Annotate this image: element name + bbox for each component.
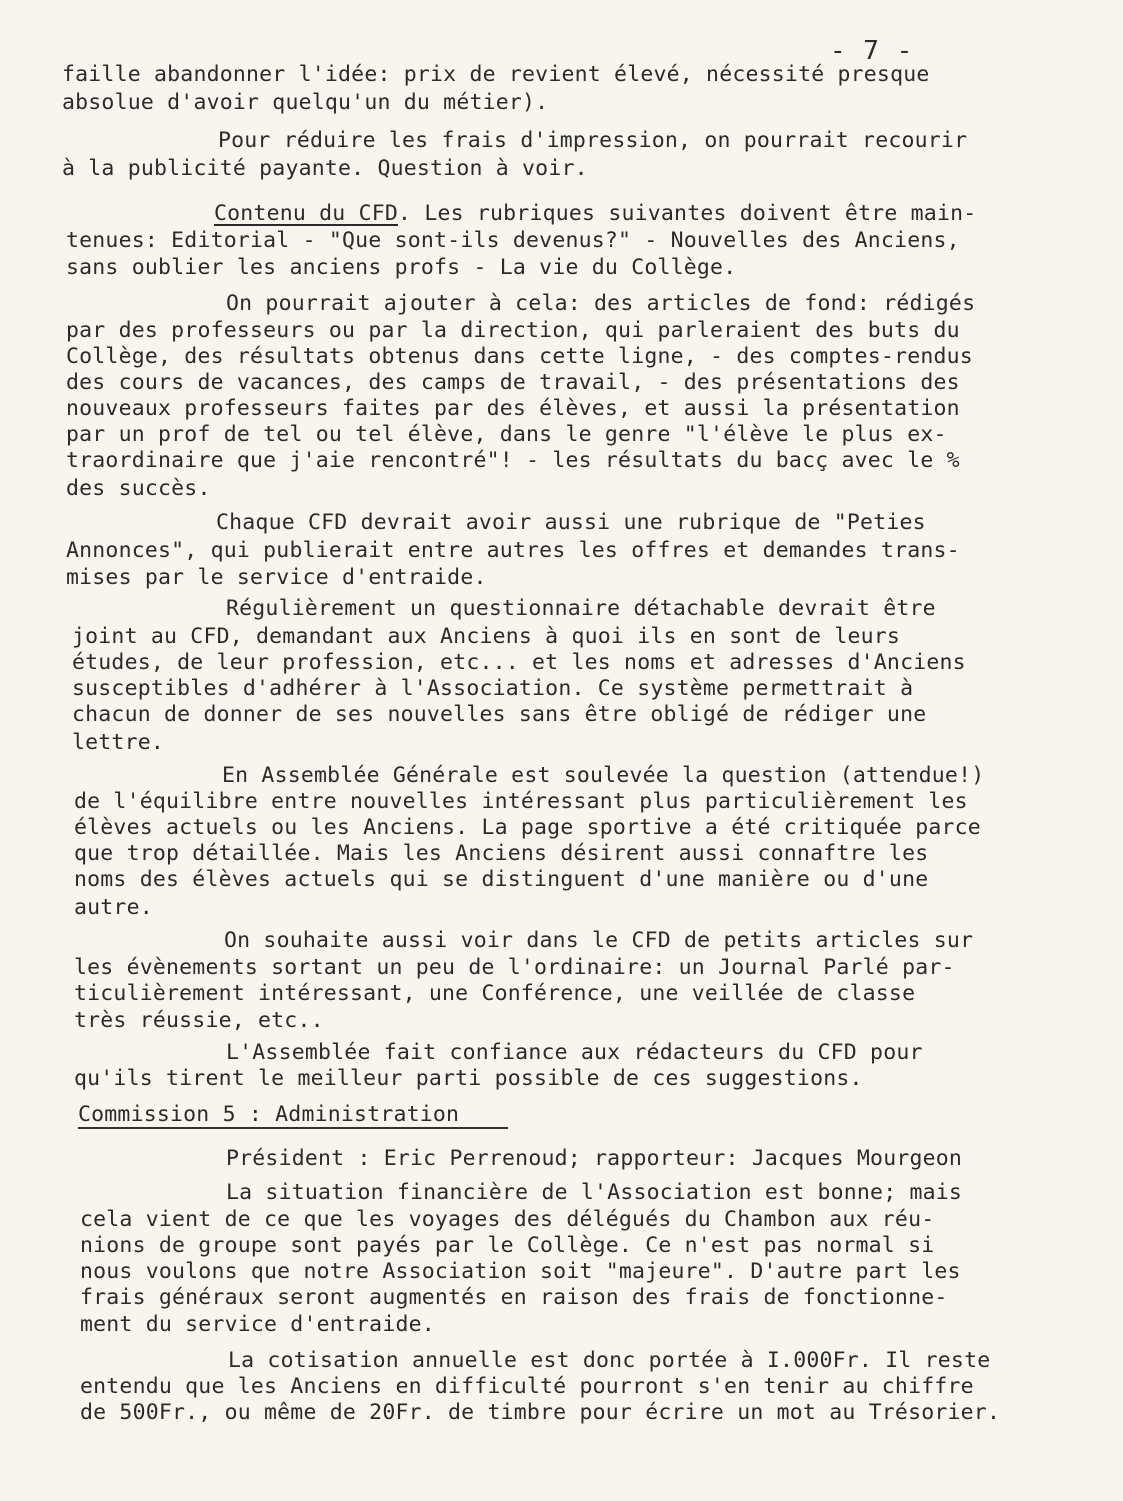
text-line: des succès. [66, 476, 211, 501]
text-line: susceptibles d'adhérer à l'Association. Ce système permettrait à [72, 676, 914, 701]
text-line: Contenu du CFD. Les rubriques suivantes doivent être main- [214, 201, 977, 226]
text-line: nouveaux professeurs faites par des élèves, et aussi la présentation [66, 396, 960, 421]
text-line: entendu que les Anciens en difficulté pourront s'en tenir au chiffre [80, 1374, 974, 1399]
text-line: Président : Eric Perrenoud; rapporteur: Jacques Mourgeon [226, 1146, 963, 1171]
text-line: lettre. [72, 730, 165, 755]
text-line: Chaque CFD devrait avoir aussi une rubrique de "Peties [216, 510, 926, 535]
text-line: très réussie, etc.. [74, 1008, 324, 1033]
text-line: sans oublier les anciens profs - La vie du Collège. [66, 255, 737, 280]
text-line: tenues: Editorial - "Que sont-ils devenus?" - Nouvelles des Anciens, [66, 228, 960, 253]
text-line: études, de leur profession, etc... et les noms et adresses d'Anciens [72, 650, 966, 675]
text-line: On souhaite aussi voir dans le CFD de petits articles sur [224, 928, 974, 953]
page-number: - 7 - [830, 36, 914, 66]
text-line: nions de groupe sont payés par le Collège. Ce n'est pas normal si [80, 1233, 935, 1258]
text-line: à la publicité payante. Question à voir. [62, 156, 588, 181]
text-line: La situation financière de l'Association est bonne; mais [226, 1180, 963, 1205]
text-line: Collège, des résultats obtenus dans cette ligne, - des comptes-rendus [66, 344, 973, 369]
text-line: ticulièrement intéressant, une Conférence, une veillée de classe [74, 981, 916, 1006]
text-line: autre. [74, 895, 153, 920]
text-line: On pourrait ajouter à cela: des articles de fond: rédigés [226, 291, 976, 316]
text-line: élèves actuels ou les Anciens. La page sportive a été critiquée parce [74, 815, 981, 840]
text-line: de l'équilibre entre nouvelles intéressant plus particulièrement les [74, 789, 968, 814]
text-line: absolue d'avoir quelqu'un du métier). [62, 90, 549, 115]
section-title-underline [78, 1127, 508, 1129]
text-line: des cours de vacances, des camps de travail, - des présentations des [66, 370, 960, 395]
text-line: ment du service d'entraide. [80, 1312, 435, 1337]
text-line: que trop détaillée. Mais les Anciens désirent aussi connaftre les [74, 841, 929, 866]
text-line: mises par le service d'entraide. [66, 565, 487, 590]
text-line: traordinaire que j'aie rencontré"! - les résultats du bacç avec le % [66, 448, 960, 473]
text-line: par des professeurs ou par la direction, qui parleraient des buts du [66, 318, 960, 343]
text-line: Pour réduire les frais d'impression, on pourrait recourir [218, 128, 968, 153]
text-line: noms des élèves actuels qui se distinguent d'une manière ou d'une [74, 867, 929, 892]
text-line: qu'ils tirent le meilleur parti possible de ces suggestions. [74, 1066, 863, 1091]
text-line: cela vient de ce que les voyages des délégués du Chambon aux réu- [80, 1207, 935, 1232]
text-line: En Assemblée Générale est soulevée la question (attendue!) [222, 763, 985, 788]
text-line: La cotisation annuelle est donc portée à I.000Fr. Il reste [228, 1348, 991, 1373]
text-line: de 500Fr., ou même de 20Fr. de timbre pour écrire un mot au Trésorier. [80, 1400, 1001, 1425]
text-line: frais généraux seront augmentés en raison des frais de fonctionne- [80, 1285, 948, 1310]
text-line: les évènements sortant un peu de l'ordinaire: un Journal Parlé par- [74, 955, 955, 980]
text-line: par un prof de tel ou tel élève, dans le genre "l'élève le plus ex- [66, 422, 947, 447]
section-title: Commission 5 : Administration [78, 1102, 460, 1127]
text-line: Annonces", qui publierait entre autres les offres et demandes trans- [66, 538, 960, 563]
text-line: nous voulons que notre Association soit "majeure". D'autre part les [80, 1259, 961, 1284]
text-line: faille abandonner l'idée: prix de revient élevé, nécessité presque [62, 62, 930, 87]
text-line: Régulièrement un questionnaire détachable devrait être [226, 596, 936, 621]
text-line: chacun de donner de ses nouvelles sans être obligé de rédiger une [72, 702, 927, 727]
text-line: joint au CFD, demandant aux Anciens à quoi ils en sont de leurs [72, 624, 901, 649]
subsection-heading: Contenu du CFD [214, 201, 399, 226]
text-line: L'Assemblée fait confiance aux rédacteurs du CFD pour [226, 1040, 923, 1065]
